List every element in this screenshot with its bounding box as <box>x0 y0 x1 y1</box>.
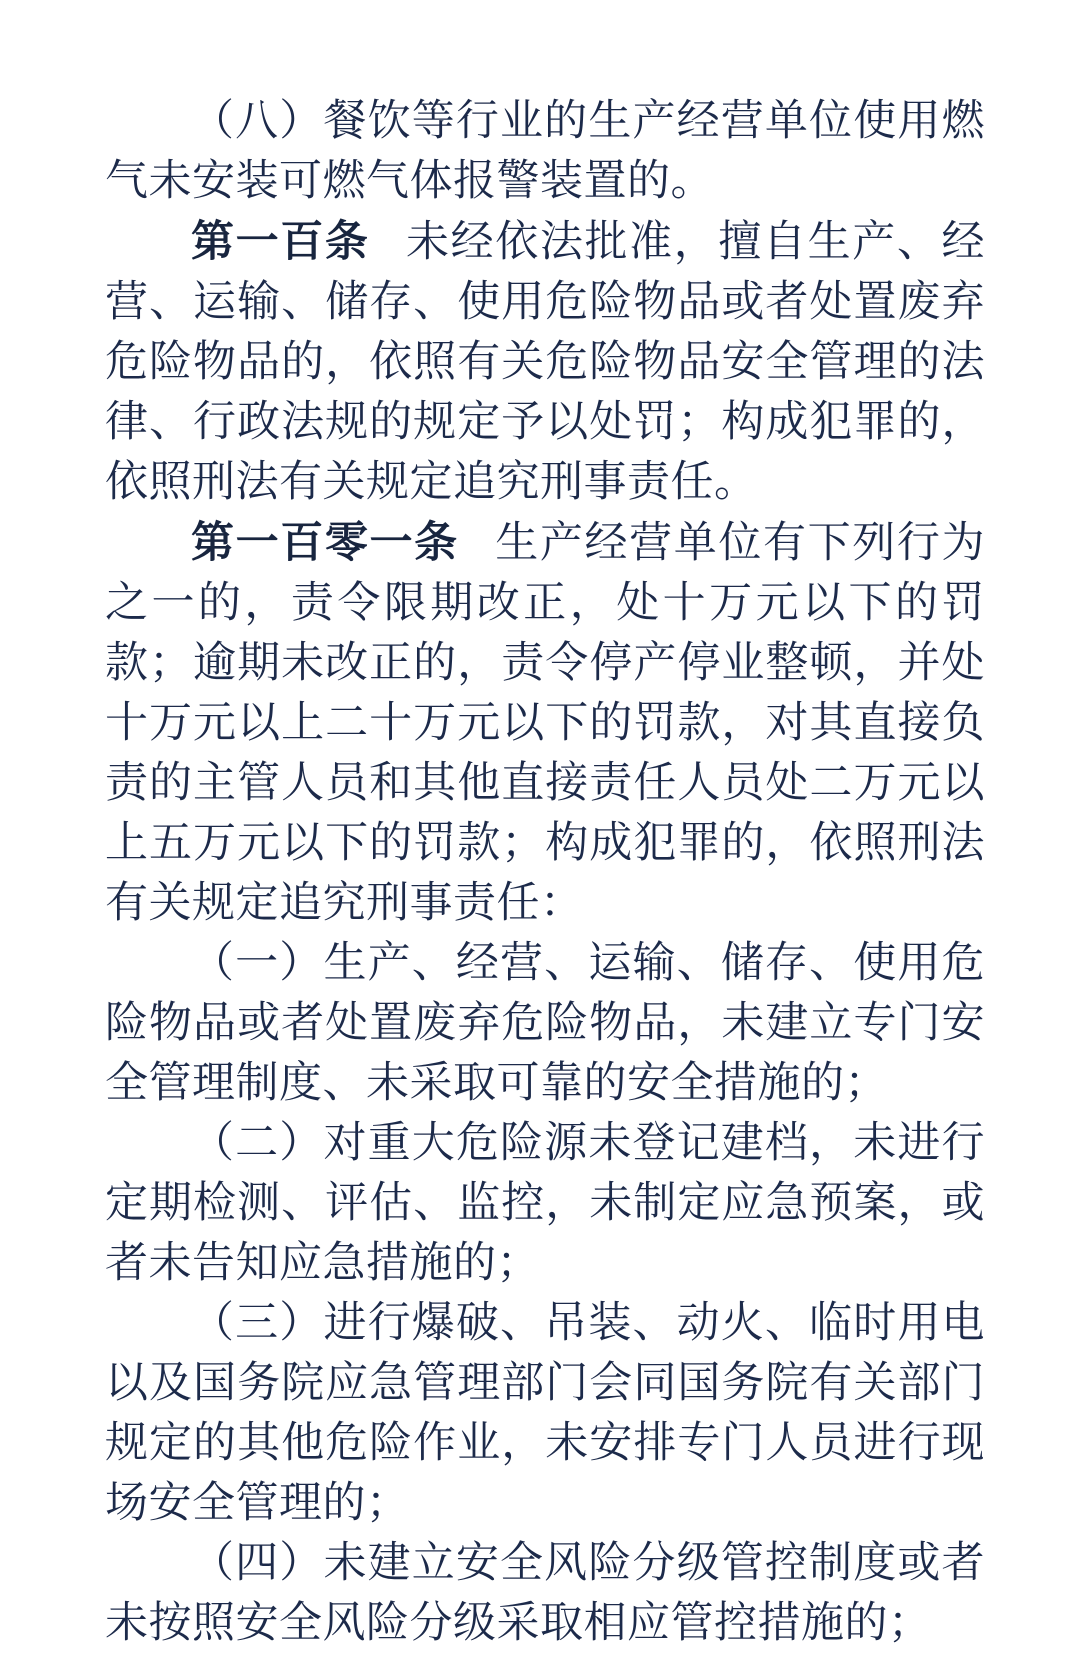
paragraph-text: （八）餐饮等行业的生产经营单位使用燃气未安装可燃气体报警装置的。 <box>105 98 985 205</box>
paragraph-text: （一）生产、经营、运输、储存、使用危险物品或者处置废弃危险物品，未建立专门安全管理制度、未采取可靠的安全措施的； <box>105 940 985 1107</box>
paragraph-text: （三）进行爆破、吊装、动火、临时用电以及国务院应急管理部门会同国务院有关部门规定的其他危险作业，未安排专门人员进行现场安全管理的； <box>105 1300 985 1527</box>
paragraph-item-4 <box>105 1534 985 1654</box>
paragraph-article-100 <box>105 212 985 513</box>
paragraph-text: 未经依法批准，擅自生产、经营、运输、储存、使用危险物品或者处置废弃危险物品的，依照有关危险物品安全管理的法律、行政法规的规定予以处罚；构成犯罪的，依照刑法有关规定追究刑事责任。 <box>105 219 986 506</box>
article-number-heading: 第一百零一条 <box>191 519 459 567</box>
article-number-heading: 第一百条 <box>191 218 370 266</box>
paragraph-item-8 <box>105 92 985 212</box>
paragraph-text: （四）未建立安全风险分级管控制度或者未按照安全风险分级采取相应管控措施的； <box>105 1540 985 1647</box>
paragraph-text: （二）对重大危险源未登记建档，未进行定期检测、评估、监控，未制定应急预案，或者未告知应急措施的； <box>105 1120 985 1287</box>
paragraph-text: 生产经营单位有下列行为之一的，责令限期改正，处十万元以下的罚款；逾期未改正的，责令停产停业整顿，并处十万元以上二十万元以下的罚款，对其直接负责的主管人员和其他直接责任人员处二万元以上五万元以下的罚款；构成犯罪的，依照刑法有关规定追究刑事责任： <box>105 520 986 927</box>
paragraph-item-2 <box>105 1114 985 1294</box>
paragraph-item-1 <box>105 934 985 1114</box>
document-body <box>105 92 985 1654</box>
paragraph-article-101 <box>105 513 985 934</box>
paragraph-item-3 <box>105 1294 985 1534</box>
